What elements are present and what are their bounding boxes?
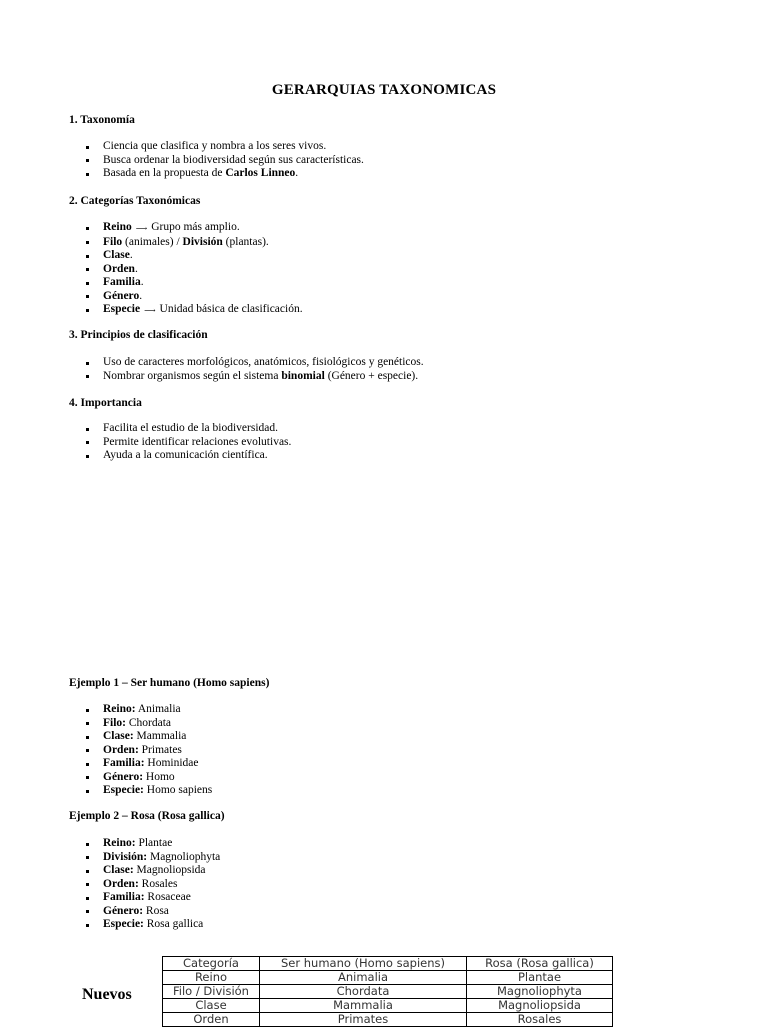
item-text: (plantas).	[222, 235, 269, 248]
item-text: Unidad básica de clasificación.	[159, 303, 303, 315]
item-label: Reino:	[103, 837, 136, 849]
list-item	[86, 784, 212, 798]
table-cell: Plantae	[467, 971, 613, 985]
item-value: Plantae	[135, 837, 173, 849]
item-text: .	[134, 262, 138, 275]
item-label: Género:	[103, 770, 144, 783]
item-text: .	[129, 249, 133, 261]
item-text: Nombrar organismos según el sistema	[103, 369, 282, 382]
list-item	[86, 263, 303, 277]
table-row	[163, 985, 613, 999]
list-item	[86, 851, 220, 865]
item-text: Grupo más amplio.	[151, 221, 240, 233]
table-cell: Chordata	[260, 985, 467, 999]
section-1-list	[86, 140, 364, 181]
item-label: Clase:	[103, 864, 134, 876]
section-2-list	[86, 221, 303, 318]
item-value: Rosaceae	[144, 891, 191, 903]
item-label: Género:	[103, 904, 144, 917]
section-2-heading: 2. Categorías Taxonómicas	[69, 195, 201, 207]
item-text: (Género + especie).	[324, 369, 419, 382]
item-label: División:	[103, 850, 148, 863]
example-2-heading: Ejemplo 2 – Rosa (Rosa gallica)	[69, 810, 225, 822]
side-label: Nuevos	[82, 986, 132, 1003]
item-value: Homo sapiens	[143, 784, 213, 796]
list-item	[86, 290, 303, 304]
item-value: Rosa	[143, 904, 169, 917]
list-item: Permite identificar relaciones evolutivas.	[86, 436, 291, 450]
table-row	[163, 999, 613, 1013]
item-bold-text: Clase	[103, 249, 130, 261]
list-item	[86, 891, 220, 905]
item-value: Primates	[138, 743, 182, 756]
item-bold-text: Reino	[103, 221, 132, 233]
item-text: .	[140, 276, 144, 288]
list-item	[86, 918, 220, 932]
list-item: Uso de caracteres morfológicos, anatómicos, fisiológicos y genéticos.	[86, 356, 424, 370]
item-bold-text: Carlos Linneo	[225, 167, 296, 179]
item-bold-text: Familia	[103, 276, 141, 288]
item-bold-text: Orden	[103, 262, 135, 275]
list-item	[86, 221, 303, 236]
list-item	[86, 730, 212, 744]
list-item	[86, 370, 424, 384]
table-header-cell: Ser humano (Homo sapiens)	[260, 957, 467, 971]
list-item	[86, 771, 212, 785]
example-1-heading: Ejemplo 1 – Ser humano (Homo sapiens)	[69, 677, 270, 689]
list-item	[86, 757, 212, 771]
table-cell: Animalia	[260, 971, 467, 985]
list-item	[86, 236, 303, 250]
list-item	[86, 878, 220, 892]
item-label: Orden:	[103, 743, 139, 756]
section-4-heading: 4. Importancia	[69, 397, 142, 409]
table-cell: Filo / División	[163, 985, 260, 999]
list-item	[86, 276, 303, 290]
table-cell: Clase	[163, 999, 260, 1013]
table-header-row	[163, 957, 613, 971]
list-item	[86, 167, 364, 181]
table-cell: Mammalia	[260, 999, 467, 1013]
item-label: Orden:	[103, 877, 139, 890]
list-item: Busca ordenar la biodiversidad según sus características.	[86, 154, 364, 168]
table-cell: Rosales	[467, 1013, 613, 1027]
list-item: Ayuda a la comunicación científica.	[86, 449, 291, 463]
item-text: Basada en la propuesta de	[103, 167, 226, 179]
list-item: Facilita el estudio de la biodiversidad.	[86, 422, 291, 436]
table-cell: Primates	[260, 1013, 467, 1027]
list-item	[86, 703, 212, 717]
arrow-icon: ⟶	[144, 306, 156, 315]
list-item	[86, 905, 220, 919]
item-value: Rosa gallica	[143, 918, 204, 930]
list-item	[86, 249, 303, 263]
item-text: (animales) /	[122, 235, 183, 248]
item-label: Especie:	[103, 784, 144, 796]
item-bold-text: Filo	[103, 235, 123, 248]
table-row	[163, 971, 613, 985]
arrow-icon: ⟶	[135, 224, 148, 233]
item-value: Magnoliopsida	[133, 864, 206, 876]
item-label: Especie:	[103, 918, 144, 930]
section-3-heading: 3. Principios de clasificación	[69, 329, 208, 341]
item-bold-text: División	[182, 235, 223, 248]
list-item	[86, 717, 212, 731]
table-cell: Reino	[163, 971, 260, 985]
item-text: .	[295, 167, 299, 179]
item-label: Reino:	[103, 703, 136, 715]
item-bold-text: binomial	[281, 369, 325, 382]
table-cell: Magnoliophyta	[467, 985, 613, 999]
example-2-list	[86, 837, 220, 932]
example-1-list	[86, 703, 212, 798]
item-text: .	[139, 289, 143, 302]
item-label: Clase:	[103, 730, 134, 742]
section-3-list	[86, 356, 424, 383]
list-item	[86, 744, 212, 758]
list-item: Ciencia que clasifica y nombra a los seres vivos.	[86, 140, 364, 154]
taxonomy-table	[162, 956, 613, 1027]
table-header-cell: Rosa (Rosa gallica)	[467, 957, 613, 971]
section-1-heading: 1. Taxonomía	[69, 114, 135, 126]
table-row	[163, 1013, 613, 1027]
item-label: Familia:	[103, 891, 145, 903]
section-4-list	[86, 422, 291, 463]
table-cell: Magnoliopsida	[467, 999, 613, 1013]
item-value: Homo	[143, 770, 175, 783]
item-value: Mammalia	[133, 730, 187, 742]
item-value: Hominidae	[144, 757, 199, 769]
item-value: Magnoliophyta	[147, 850, 221, 863]
list-item	[86, 864, 220, 878]
item-bold-text: Especie	[103, 303, 141, 315]
item-value: Rosales	[138, 877, 178, 890]
table-header-cell: Categoría	[163, 957, 260, 971]
document-title: GERARQUIAS TAXONOMICAS	[271, 82, 497, 98]
item-label: Familia:	[103, 757, 145, 769]
item-value: Animalia	[135, 703, 181, 715]
item-value: Chordata	[126, 716, 172, 729]
item-bold-text: Género	[103, 289, 140, 302]
table-cell: Orden	[163, 1013, 260, 1027]
list-item	[86, 303, 303, 318]
list-item	[86, 837, 220, 851]
item-label: Filo:	[103, 716, 126, 729]
